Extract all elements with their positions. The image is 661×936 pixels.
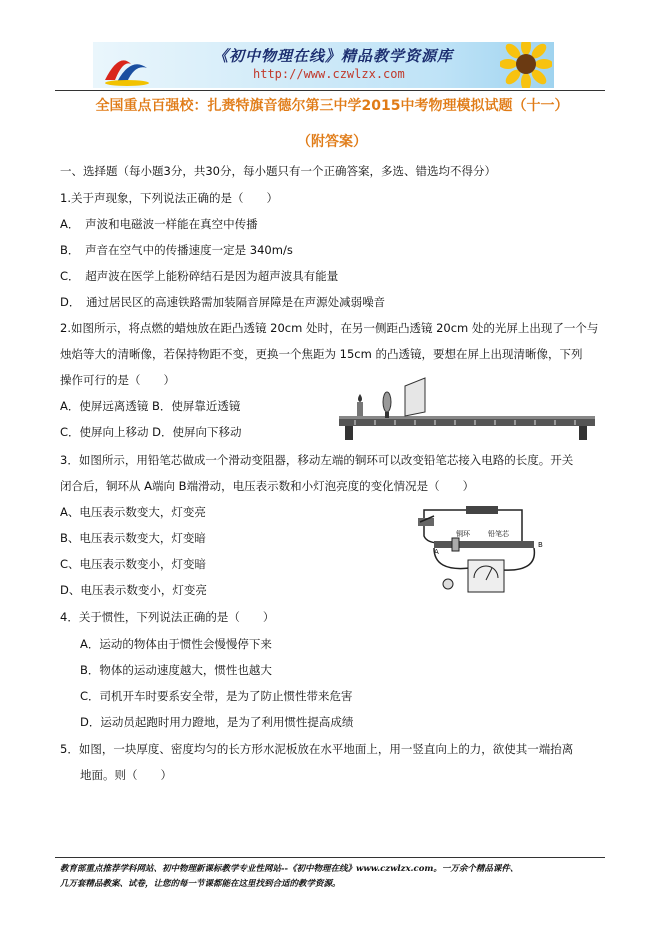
- q1-option-a: A． 声波和电磁波一样能在真空中传播: [60, 217, 258, 231]
- q1-option-c: C． 超声波在医学上能粉碎结石是因为超声波具有能量: [60, 269, 339, 283]
- pencil-rheostat-circuit-figure: [398, 498, 548, 602]
- header-banner: [93, 42, 554, 88]
- q4-option-a: A．运动的物体由于惯性会慢慢停下来: [80, 637, 272, 651]
- header-divider: [55, 90, 605, 91]
- banner-title: 《初中物理在线》精品教学资源库: [213, 47, 454, 65]
- q2-stem-line3: 操作可行的是（ ）: [60, 373, 175, 387]
- fig-label-b: B: [538, 541, 543, 549]
- q2-stem-line1: 2.如图所示，将点燃的蜡烛放在距凸透镜 20cm 处时，在另一侧距凸透镜 20cm 处的光屏上出现了一个与: [60, 321, 599, 335]
- q3-option-d: D、电压表示数变小，灯变亮: [60, 583, 207, 597]
- site-logo-icon: [101, 46, 153, 86]
- q1-option-d: D． 通过居民区的高速铁路需加装隔音屏障是在声源处减弱噪音: [60, 295, 386, 309]
- optical-bench-figure: [335, 372, 600, 447]
- q4-option-c: C．司机开车时要系安全带，是为了防止惯性带来危害: [80, 689, 353, 703]
- q5-stem-line1: 5．如图，一块厚度、密度均匀的长方形水泥板放在水平地面上，用一竖直向上的力，欲使其一端抬离: [60, 742, 574, 756]
- q4-option-b: B．物体的运动速度越大，惯性也越大: [80, 663, 272, 677]
- footer-line-2: 几万套精品教案、试卷，让您的每一节课都能在这里找到合适的教学资源。: [60, 879, 341, 889]
- q3-option-b: B、电压表示数变大，灯变暗: [60, 531, 206, 545]
- q5-stem-line2: 地面。则（ ）: [80, 768, 172, 782]
- q3-option-c: C、电压表示数变小，灯变暗: [60, 557, 207, 571]
- q3-option-a: A、电压表示数变大，灯变亮: [60, 505, 206, 519]
- fig-label-pencil-lead: 铅笔芯: [488, 530, 509, 538]
- banner-url[interactable]: http://www.czwlzx.com: [253, 67, 405, 81]
- q1-stem: 1.关于声现象，下列说法正确的是（ ）: [60, 191, 278, 205]
- footer-divider: [55, 857, 605, 858]
- fig-label-a: A: [434, 548, 439, 556]
- q2-option-cd: C．使屏向上移动 D．使屏向下移动: [60, 425, 242, 439]
- footer-line-1: 教育部重点推荐学科网站、初中物理新课标教学专业性网站--《初中物理在线》www.czwlzx.com。一万余个精品课件、: [60, 864, 519, 874]
- q3-stem-line1: 3．如图所示，用铅笔芯做成一个滑动变阻器，移动左端的铜环可以改变铅笔芯接入电路的长度。开关: [60, 453, 574, 467]
- sunflower-icon: [500, 42, 552, 88]
- q3-stem-line2: 闭合后，铜环从 A端向 B端滑动，电压表示数和小灯泡亮度的变化情况是（ ）: [60, 479, 475, 493]
- document-title: 全国重点百强校：扎赉特旗音德尔第三中学2015中考物理模拟试题（十一）: [95, 98, 569, 114]
- document-title-note: （附答案）: [297, 134, 367, 150]
- q4-stem: 4．关于惯性，下列说法正确的是（ ）: [60, 610, 275, 624]
- section-heading: 一、选择题（每小题3分，共30分，每小题只有一个正确答案，多选、错选均不得分）: [60, 164, 496, 178]
- q2-option-ab: A．使屏远离透镜 B．使屏靠近透镜: [60, 399, 241, 413]
- q1-option-b: B． 声音在空气中的传播速度一定是 340m/s: [60, 243, 293, 257]
- q4-option-d: D．运动员起跑时用力蹬地，是为了利用惯性提高成绩: [80, 715, 354, 729]
- fig-label-copper-ring: 铜环: [456, 530, 470, 538]
- q2-stem-line2: 烛焰等大的清晰像，若保持物距不变，更换一个焦距为 15cm 的凸透镜，要想在屏上出现清晰像，下列: [60, 347, 583, 361]
